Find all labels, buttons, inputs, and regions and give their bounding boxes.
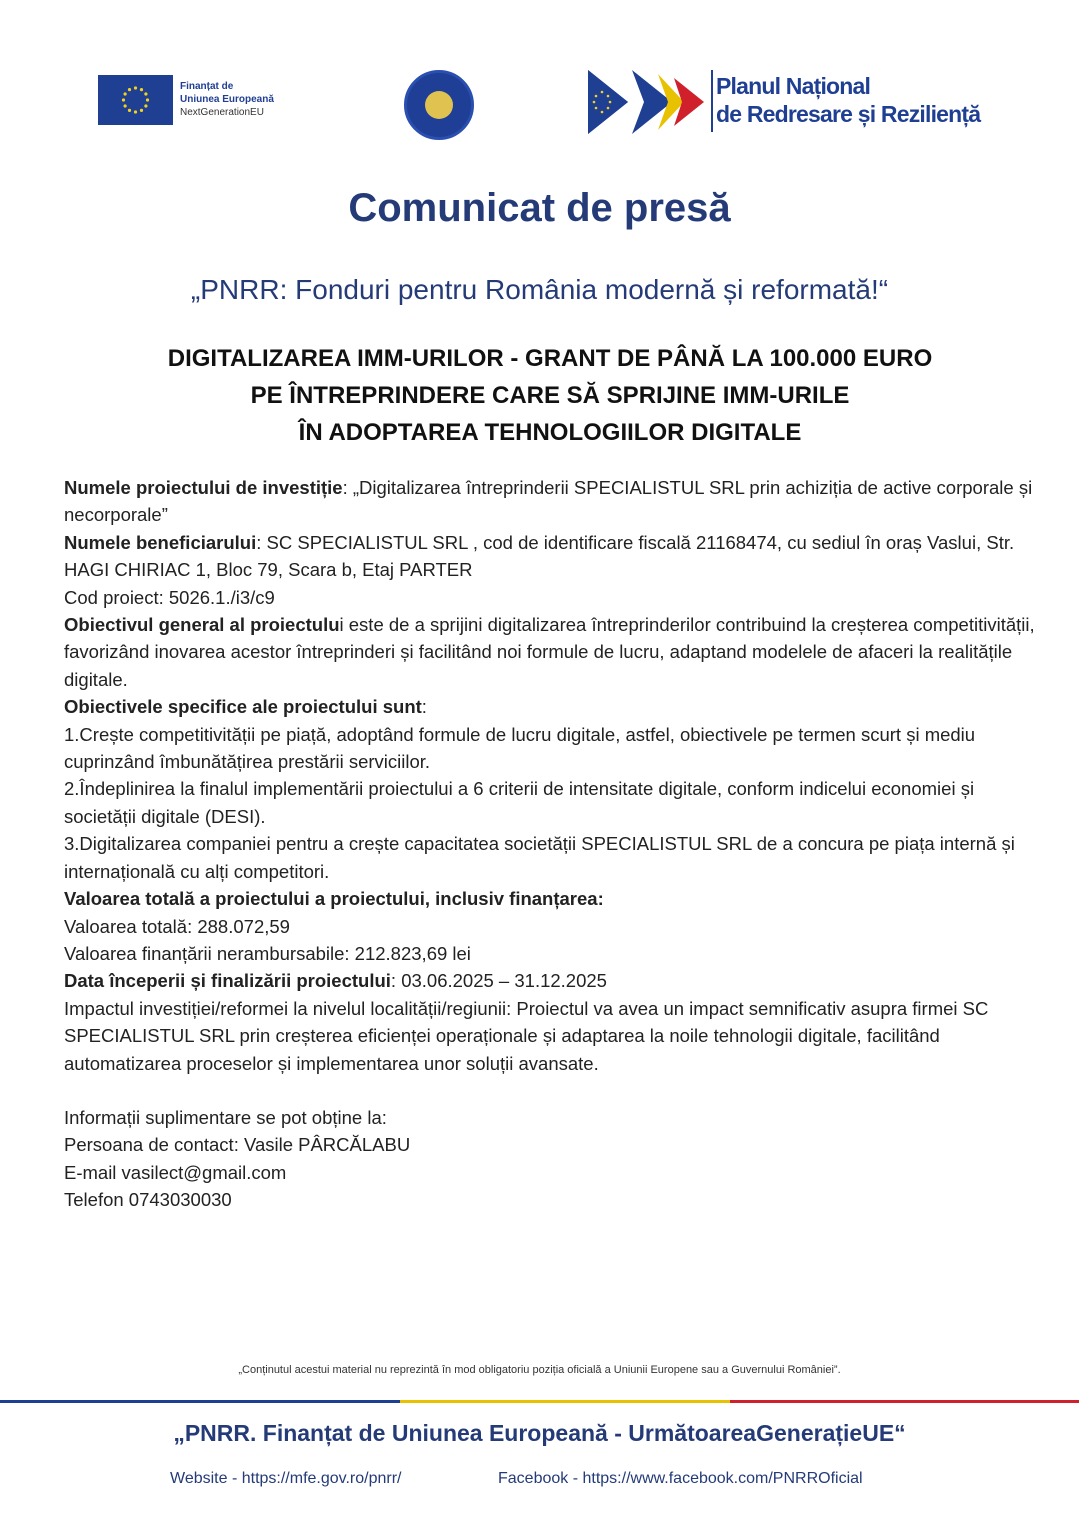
spacer bbox=[64, 1077, 1039, 1104]
contact-email: E-mail vasilect@gmail.com bbox=[64, 1161, 287, 1183]
grant-value: Valoarea finanțării nerambursabile: 212.823,69 lei bbox=[64, 942, 471, 964]
page-heading: Comunicat de presă bbox=[348, 186, 731, 230]
value-label: Valoarea totală a proiectului a proiectului, inclusiv finanțarea: bbox=[64, 888, 604, 910]
project-name-value: : „Digitalizarea întreprinderii SPECIALISTUL SRL prin achiziția de active corporale și necorporale” bbox=[64, 477, 1033, 526]
announcement-title bbox=[0, 340, 1079, 451]
eu-flag-logo bbox=[98, 75, 173, 125]
title-line-2: PE ÎNTREPRINDERE CARE SĂ SPRIJINE IMM-URILE bbox=[250, 382, 850, 409]
logo-bar bbox=[0, 60, 1079, 150]
specific-objectives-heading bbox=[64, 693, 1039, 720]
divider-blue bbox=[0, 1400, 400, 1403]
specific-objectives-label: Obiectivele specifice ale proiectului sunt bbox=[64, 696, 422, 718]
eu-funding-text bbox=[180, 80, 274, 119]
dates-value: : 03.06.2025 – 31.12.2025 bbox=[390, 970, 607, 992]
dates-label: Data începerii și finalizării proiectului bbox=[64, 970, 391, 992]
pnrr-logo-text bbox=[716, 72, 980, 128]
eu-line-1: Finanțat de bbox=[180, 81, 234, 92]
objective-2: 2.Îndeplinirea la finalul implementării proiectului a 6 criterii de intensitate digitale, conform indicelui economiei și societății digitale (DESI). bbox=[64, 778, 975, 827]
objective-3: 3.Digitalizarea companiei pentru a crește capacitatea societății SPECIALISTUL SRL de a concura pe piața internă și internațională cu alți competitori. bbox=[64, 833, 1015, 882]
announcement-body bbox=[64, 474, 1039, 1214]
general-objective-value: i este de a sprijini digitalizarea întreprinderilor contribuind la creșterea competitivității, favorizând inovarea acestor întreprinderi și facilitând noi formule de lucru, adaptand modelele de afaceri la realitățile digitale. bbox=[64, 614, 1035, 690]
beneficiary-value: : SC SPECIALISTUL SRL , cod de identificare fiscală 21168474, cu sediul în oraș Vaslui, Str. HAGI CHIRIAC 1, Bloc 79, Scara b, Etaj PARTER bbox=[64, 531, 1015, 581]
beneficiary-paragraph bbox=[64, 529, 1039, 584]
general-objective-paragraph bbox=[64, 611, 1039, 693]
dates-paragraph bbox=[64, 967, 1039, 994]
pnrr-slogan: „PNRR: Fonduri pentru România modernă și reformată!“ bbox=[190, 274, 889, 305]
specific-objectives-colon: : bbox=[421, 696, 427, 718]
title-line-3: ÎN ADOPTAREA TEHNOLOGIILOR DIGITALE bbox=[298, 419, 802, 446]
value-heading bbox=[64, 885, 1039, 912]
footer-slogan: „PNRR. Finanțat de Uniunea Europeană - UrmătoareaGenerațieUE“ bbox=[173, 1420, 906, 1446]
title-line-1: DIGITALIZAREA IMM-URILOR - GRANT DE PÂNĂ LA 100.000 EURO bbox=[167, 345, 933, 372]
project-name-label: Numele proiectului de investiție bbox=[64, 477, 343, 498]
eu-line-3: NextGenerationEU bbox=[180, 107, 264, 118]
facebook-link[interactable]: Facebook - https://www.facebook.com/PNRROficial bbox=[498, 1470, 863, 1487]
pnrr-divider bbox=[711, 70, 713, 132]
divider-red bbox=[730, 1400, 1079, 1403]
tricolor-divider bbox=[0, 1400, 1079, 1404]
footer-disclaimer: „Conținutul acestui material nu reprezintă în mod obligatoriu poziția oficială a Uniunii Europene sau a Guvernului României”. bbox=[238, 1364, 841, 1376]
objective-1: 1.Crește competitivității pe piață, adoptând formule de lucru digitale, astfel, obiectivele pe termen scurt și mediu cuprinzând îmbunătățirea prestării serviciilor. bbox=[64, 723, 976, 773]
eu-line-2: Uniunea Europeană bbox=[180, 94, 274, 105]
government-seal-logo bbox=[404, 70, 474, 140]
coat-of-arms-icon bbox=[425, 91, 453, 119]
impact-paragraph: Impactul investiției/reformei la nivelul localității/regiunii: Proiectul va avea un impact semnificativ asupra firmei SC SPECIALISTUL SRL prin creșterea eficienței operaționale și adaptarea la noile tehnologii digitale, facilitând automatizarea proceselor și implementarea unor soluții avansate. bbox=[64, 997, 989, 1074]
general-objective-label: Obiectivul general al proiectulu bbox=[64, 614, 340, 636]
contact-phone: Telefon 0743030030 bbox=[64, 1189, 232, 1211]
divider-yellow bbox=[400, 1400, 730, 1403]
pnrr-flag-logo bbox=[588, 70, 708, 134]
beneficiary-label: Numele beneficiarului bbox=[64, 531, 257, 553]
pnrr-line-1: Planul Național bbox=[716, 73, 871, 99]
info-line: Informații suplimentare se pot obține la: bbox=[64, 1106, 387, 1128]
project-code: Cod proiect: 5026.1./i3/c9 bbox=[64, 586, 275, 608]
pnrr-line-2: de Redresare și Reziliență bbox=[716, 101, 981, 127]
project-name-paragraph bbox=[64, 474, 1039, 529]
contact-person: Persoana de contact: Vasile PÂRCĂLABU bbox=[64, 1134, 411, 1156]
total-value: Valoarea totală: 288.072,59 bbox=[64, 915, 290, 937]
website-link[interactable]: Website - https://mfe.gov.ro/pnrr/ bbox=[170, 1470, 402, 1487]
